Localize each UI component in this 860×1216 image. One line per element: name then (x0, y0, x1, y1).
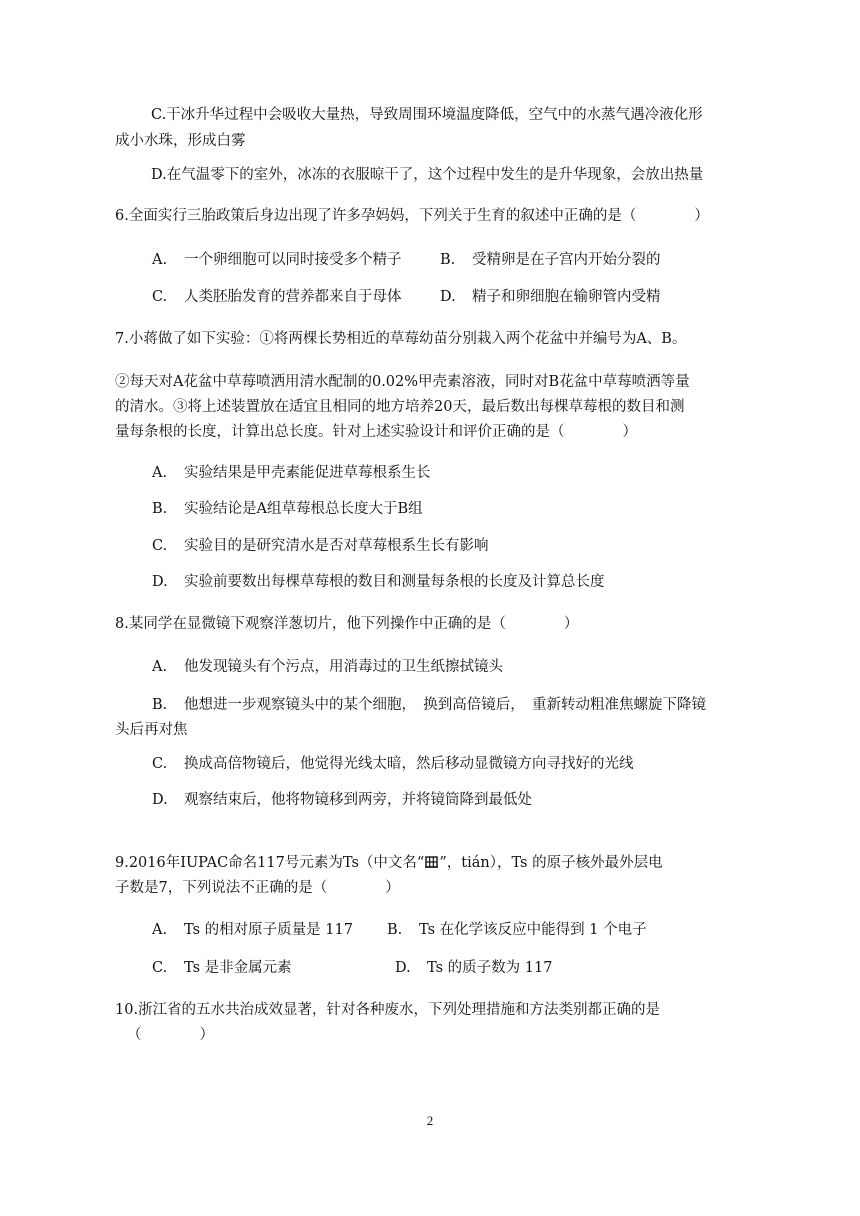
option-letter: D. (152, 574, 168, 590)
question-7-option-d (152, 572, 605, 592)
option-text: 一个卵细胞可以同时接受多个精子 (184, 252, 402, 268)
question-8-option-b (152, 695, 706, 715)
question-9-option-a (152, 920, 353, 940)
option-letter: B. (152, 501, 168, 517)
option-text: 他发现镜头有个污点，用消毒过的卫生纸擦拭镜头 (184, 659, 503, 675)
option-text: 实验前要数出每棵草莓根的数目和测量每条根的长度及计算总长度 (184, 574, 605, 590)
question-9-option-c (152, 958, 292, 978)
question-10-line-2: （ ） (127, 1027, 214, 1043)
question-10-line-1: 10.浙江省的五水共治成效显著，针对各种废水，下列处理措施和方法类别都正确的是 (115, 1002, 661, 1018)
page-number: 2 (426, 1113, 434, 1128)
question-6-stem: 6.全面实行三胎政策后身边出现了许多孕妈妈，下列关于生育的叙述中正确的是（ ） (115, 208, 709, 224)
option-text: Ts 是非金属元素 (184, 960, 292, 976)
option-text: 实验结果是甲壳素能促进草莓根系生长 (184, 465, 431, 481)
question-6-option-a (152, 250, 402, 270)
question-6-option-d (440, 287, 661, 307)
option-letter: A. (152, 659, 168, 675)
option-c-previous-line-1: C.干冰升华过程中会吸收大量热，导致周围环境温度降低，空气中的水蒸气遇冷液化形 (151, 107, 703, 123)
option-letter: D. (395, 960, 411, 976)
option-letter: A. (152, 922, 168, 938)
question-6-option-c (152, 287, 402, 307)
option-text: 观察结束后，他将物镜移到两旁，并将镜筒降到最低处 (184, 792, 532, 808)
question-7-line-4: 量每条根的长度，计算出总长度。针对上述实验设计和评价正确的是（ ） (115, 424, 637, 440)
question-7-option-c (152, 536, 489, 556)
option-letter: D. (152, 792, 168, 808)
question-8-stem: 8.某同学在显微镜下观察洋葱切片，他下列操作中正确的是（ ） (115, 616, 579, 632)
option-text: Ts 的质子数为 117 (427, 960, 553, 976)
option-letter: C. (152, 960, 168, 976)
option-letter: B. (387, 922, 403, 938)
option-text: 他想进一步观察镜头中的某个细胞， 换到高倍镜后， 重新转动粗准焦螺旋下降镜 (184, 697, 706, 713)
option-letter: A. (152, 465, 168, 481)
question-8-option-b-continued: 头后再对焦 (115, 722, 188, 738)
option-text: 精子和卵细胞在输卵管内受精 (472, 289, 661, 305)
option-letter: B. (152, 697, 168, 713)
option-c-previous-line-2: 成小水珠，形成白雾 (115, 133, 246, 149)
option-letter: D. (440, 289, 456, 305)
question-9-line-2: 子数是7，下列说法不正确的是（ ） (115, 880, 400, 896)
question-7-line-3: 的清水。③将上述装置放在适宜且相同的地方培养20天，最后数出每棵草莓根的数目和测 (115, 399, 685, 415)
question-8-option-a (152, 657, 503, 677)
option-letter: B. (440, 252, 456, 268)
option-text: 换成高倍物镜后，他觉得光线太暗，然后移动显微镜方向寻找好的光线 (184, 756, 634, 772)
question-9-text-after-glyph: ”，tián），Ts 的原子核外最外层电 (439, 855, 663, 871)
option-d-previous: D.在气温零下的室外，冰冻的衣服晾干了，这个过程中发生的是升华现象，会放出热量 (151, 167, 704, 183)
question-7-option-a (152, 463, 431, 483)
tian-character-glyph-icon (424, 854, 439, 869)
question-7-line-2: ②每天对A花盆中草莓喷洒用清水配制的0.02%甲壳素溶液，同时对B花盆中草莓喷洒等量 (115, 374, 690, 390)
question-6-option-b (440, 250, 661, 270)
option-letter: C. (152, 538, 168, 554)
question-9-line-1 (115, 853, 663, 873)
option-text: Ts 的相对原子质量是 117 (184, 922, 353, 938)
question-9-option-d (395, 958, 552, 978)
question-8-option-d (152, 790, 532, 810)
option-letter: C. (152, 756, 168, 772)
option-text: 人类胚胎发育的营养都来自于母体 (184, 289, 402, 305)
option-text: 实验结论是A组草莓根总长度大于B组 (184, 501, 423, 517)
option-letter: C. (152, 289, 168, 305)
question-7-line-1: 7.小蒋做了如下实验：①将两棵长势相近的草莓幼苗分别栽入两个花盆中并编号为A、B。 (115, 331, 687, 347)
option-text: 实验目的是研究清水是否对草莓根系生长有影响 (184, 538, 489, 554)
option-letter: A. (152, 252, 168, 268)
option-text: Ts 在化学该反应中能得到 1 个电子 (419, 922, 647, 938)
option-text: 受精卵是在子宫内开始分裂的 (472, 252, 661, 268)
question-9-option-b (387, 920, 647, 940)
question-8-option-c (152, 754, 634, 774)
question-9-text-before-glyph: 9.2016年IUPAC命名117号元素为Ts（中文名“ (115, 855, 425, 871)
question-7-option-b (152, 499, 423, 519)
